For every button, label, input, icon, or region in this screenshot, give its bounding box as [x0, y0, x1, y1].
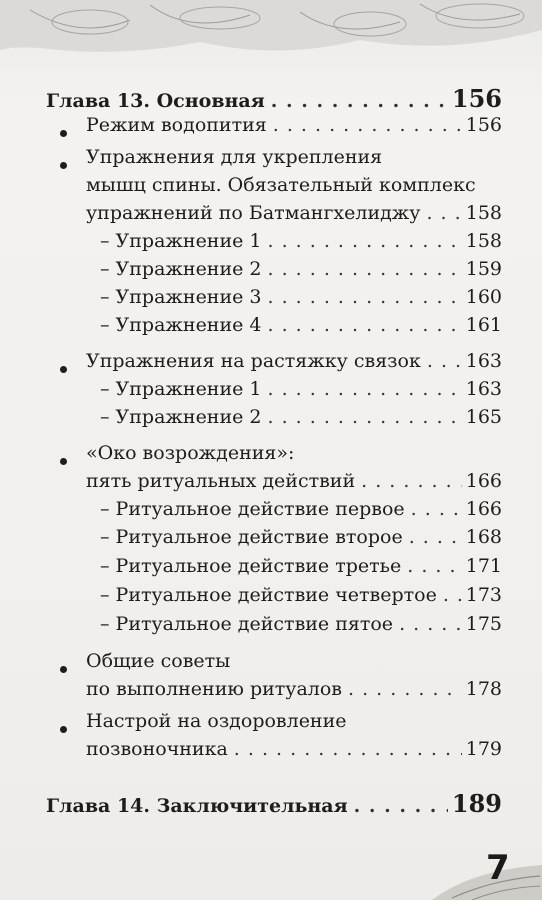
subitem-title: – Упражнение 3 — [100, 286, 262, 308]
page-ref: 165 — [465, 406, 502, 428]
toc-chapter-14[interactable] — [46, 789, 502, 818]
dot-leader — [268, 378, 462, 400]
subitem-title: – Ритуальное действие первое — [100, 498, 405, 520]
page-ref: 156 — [465, 114, 502, 136]
item-title: пять ритуальных действий — [86, 470, 356, 492]
subitem-title: – Упражнение 2 — [100, 258, 262, 280]
dot-leader — [354, 795, 448, 817]
chapter-title: Глава 13. Основная — [46, 90, 265, 112]
dot-leader — [268, 406, 462, 428]
dot-leader — [268, 258, 462, 280]
toc-item-stretch[interactable] — [86, 350, 502, 372]
dot-leader — [348, 678, 462, 700]
subitem-title: – Ритуальное действие третье — [100, 555, 402, 577]
bullet-icon — [60, 162, 67, 169]
item-title: по выполнению ритуалов — [86, 678, 342, 700]
toc-item-back-line2[interactable]: мышц спины. Обязательный комплекс — [86, 174, 476, 196]
dot-leader — [268, 286, 462, 308]
toc-item-back[interactable] — [86, 202, 502, 224]
dot-leader — [273, 114, 462, 136]
toc-subitem[interactable] — [100, 230, 502, 252]
subitem-title: – Ритуальное действие пятое — [100, 613, 394, 635]
page-ref: 189 — [451, 789, 502, 818]
bullet-icon — [60, 366, 67, 373]
page-ref: 163 — [465, 350, 502, 372]
dot-leader — [411, 498, 462, 520]
toc-subitem[interactable] — [100, 613, 502, 635]
bullet-icon — [60, 666, 67, 673]
page-ref: 156 — [451, 84, 502, 113]
page-ref: 163 — [465, 378, 502, 400]
page-ref: 166 — [465, 498, 502, 520]
toc-item-spine-line1[interactable]: Настрой на оздоровление — [86, 710, 347, 732]
bullet-icon — [60, 130, 67, 137]
dot-leader — [268, 230, 462, 252]
toc-item-eye[interactable] — [86, 470, 502, 492]
page-number: 7 — [486, 848, 510, 888]
subitem-title: – Упражнение 4 — [100, 314, 262, 336]
page-ref: 173 — [465, 584, 502, 606]
dot-leader — [426, 202, 461, 224]
dot-leader — [409, 526, 462, 548]
toc-subitem[interactable] — [100, 406, 502, 428]
toc-item-spine[interactable] — [86, 738, 502, 760]
page-ref: 159 — [465, 258, 502, 280]
subitem-title: – Упражнение 1 — [100, 378, 262, 400]
toc-item-tips[interactable] — [86, 678, 502, 700]
page-ref: 178 — [465, 678, 502, 700]
toc-item-tips-line1[interactable]: Общие советы — [86, 650, 231, 672]
item-title: позвоночника — [86, 738, 228, 760]
page-ref: 166 — [465, 470, 502, 492]
bullet-icon — [60, 726, 67, 733]
dot-leader — [427, 350, 462, 372]
dot-leader — [443, 584, 462, 606]
dot-leader — [399, 613, 462, 635]
toc-subitem[interactable] — [100, 555, 502, 577]
toc-item-water[interactable] — [86, 114, 502, 136]
page-ref: 171 — [465, 555, 502, 577]
toc-subitem[interactable] — [100, 526, 502, 548]
dot-leader — [407, 555, 462, 577]
subitem-title: – Ритуальное действие второе — [100, 526, 403, 548]
page-ref: 160 — [465, 286, 502, 308]
dot-leader — [271, 90, 448, 112]
item-title: Упражнения на растяжку связок — [86, 350, 421, 372]
item-title: Режим водопития — [86, 114, 267, 136]
bullet-icon — [60, 458, 67, 465]
toc-item-back-line1[interactable]: Упражнения для укрепления — [86, 146, 383, 168]
page-ref: 161 — [465, 314, 502, 336]
subitem-title: – Упражнение 1 — [100, 230, 262, 252]
dot-leader — [234, 738, 462, 760]
item-title: упражнений по Батмангхелиджу — [86, 202, 421, 224]
subitem-title: – Ритуальное действие четвертое — [100, 584, 437, 606]
toc-chapter-13[interactable] — [46, 84, 502, 113]
toc-item-eye-line1[interactable]: «Око возрождения»: — [86, 442, 295, 464]
toc-subitem[interactable] — [100, 584, 502, 606]
page-ref: 175 — [465, 613, 502, 635]
chapter-title: Глава 14. Заключительная — [46, 795, 348, 817]
page-ref: 158 — [465, 230, 502, 252]
dot-leader — [268, 314, 462, 336]
dot-leader — [361, 470, 462, 492]
toc-subitem[interactable] — [100, 258, 502, 280]
subitem-title: – Упражнение 2 — [100, 406, 262, 428]
toc-subitem[interactable] — [100, 286, 502, 308]
page-ref: 158 — [465, 202, 502, 224]
page-ref: 179 — [465, 738, 502, 760]
toc-subitem[interactable] — [100, 314, 502, 336]
toc-subitem[interactable] — [100, 498, 502, 520]
page-ref: 168 — [465, 526, 502, 548]
toc-subitem[interactable] — [100, 378, 502, 400]
